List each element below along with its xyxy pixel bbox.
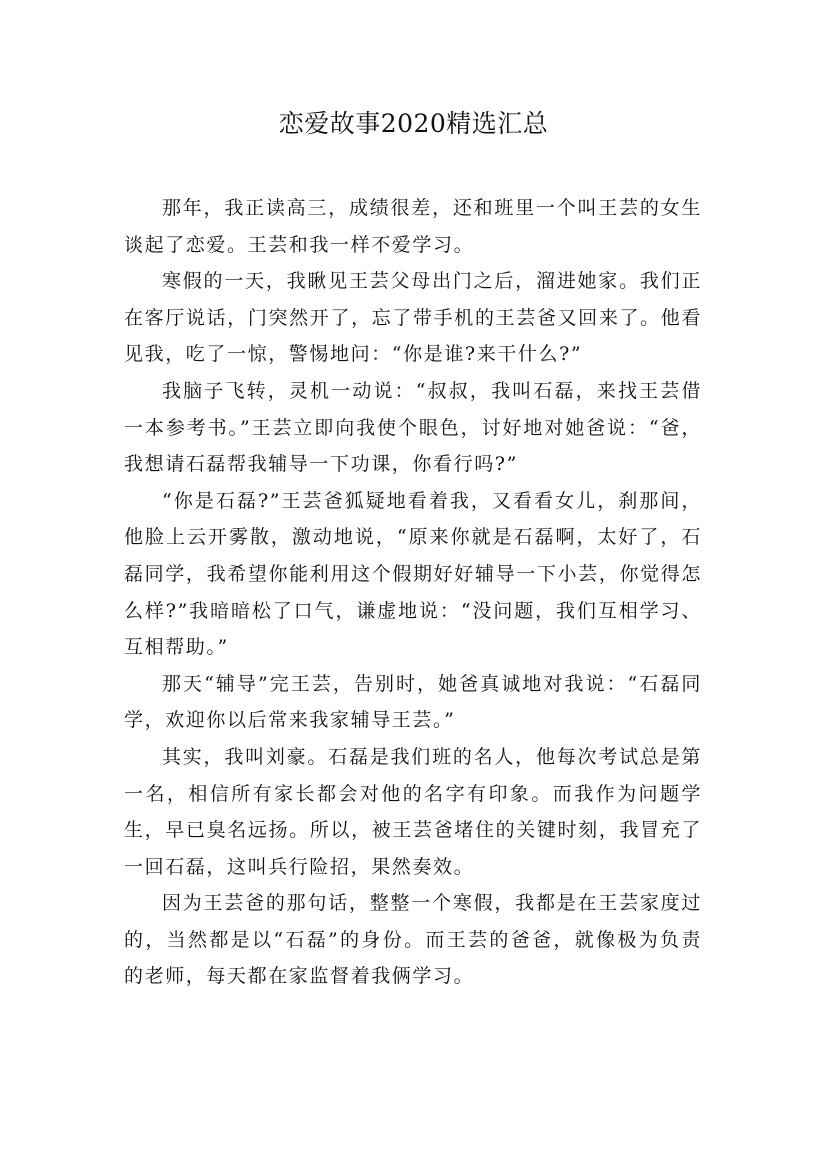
paragraph-3: 我脑子飞转，灵机一动说：“叔叔，我叫石磊，来找王芸借一本参考书。”王芸立即向我使个眼色，讨好地对她爸说：“爸，我想请石磊帮我辅导一下功课，你看行吗?” — [124, 379, 702, 476]
paragraph-2: 寒假的一天，我瞅见王芸父母出门之后，溜进她家。我们正在客厅说话，门突然开了，忘了带手机的王芸爸又回来了。他看见我，吃了一惊，警惕地问：“你是谁?来干什么?” — [124, 270, 702, 366]
paragraph-5: 那天“辅导”完王芸，告别时，她爸真诚地对我说：“石磊同学，欢迎你以后常来我家辅导王芸。” — [124, 672, 702, 732]
paragraph-7: 因为王芸爸的那句话，整整一个寒假，我都是在王芸家度过的，当然都是以“石磊”的身份。而王芸的爸爸，就像极为负责的老师，每天都在家监督着我俩学习。 — [124, 892, 702, 988]
document-body — [124, 190, 702, 995]
document-title: 恋爱故事2020精选汇总 — [278, 109, 549, 138]
paragraph-4: “你是石磊?”王芸爸狐疑地看着我，又看看女儿，刹那间，他脸上云开雾散，激动地说，“原来你就是石磊啊，太好了，石磊同学，我希望你能利用这个假期好好辅导一下小芸，你觉得怎么样?”我暗暗松了口气，谦虚地说：“没问题，我们互相学习、互相帮助。” — [124, 489, 702, 659]
paragraph-6: 其实，我叫刘豪。石磊是我们班的名人，他每次考试总是第一名，相信所有家长都会对他的名字有印象。而我作为问题学生，早已臭名远扬。所以，被王芸爸堵住的关键时刻，我冒充了一回石磊，这叫兵行险招，果然奏效。 — [124, 745, 702, 878]
paragraph-1: 那年，我正读高三，成绩很差，还和班里一个叫王芸的女生谈起了恋爱。王芸和我一样不爱学习。 — [124, 197, 702, 256]
